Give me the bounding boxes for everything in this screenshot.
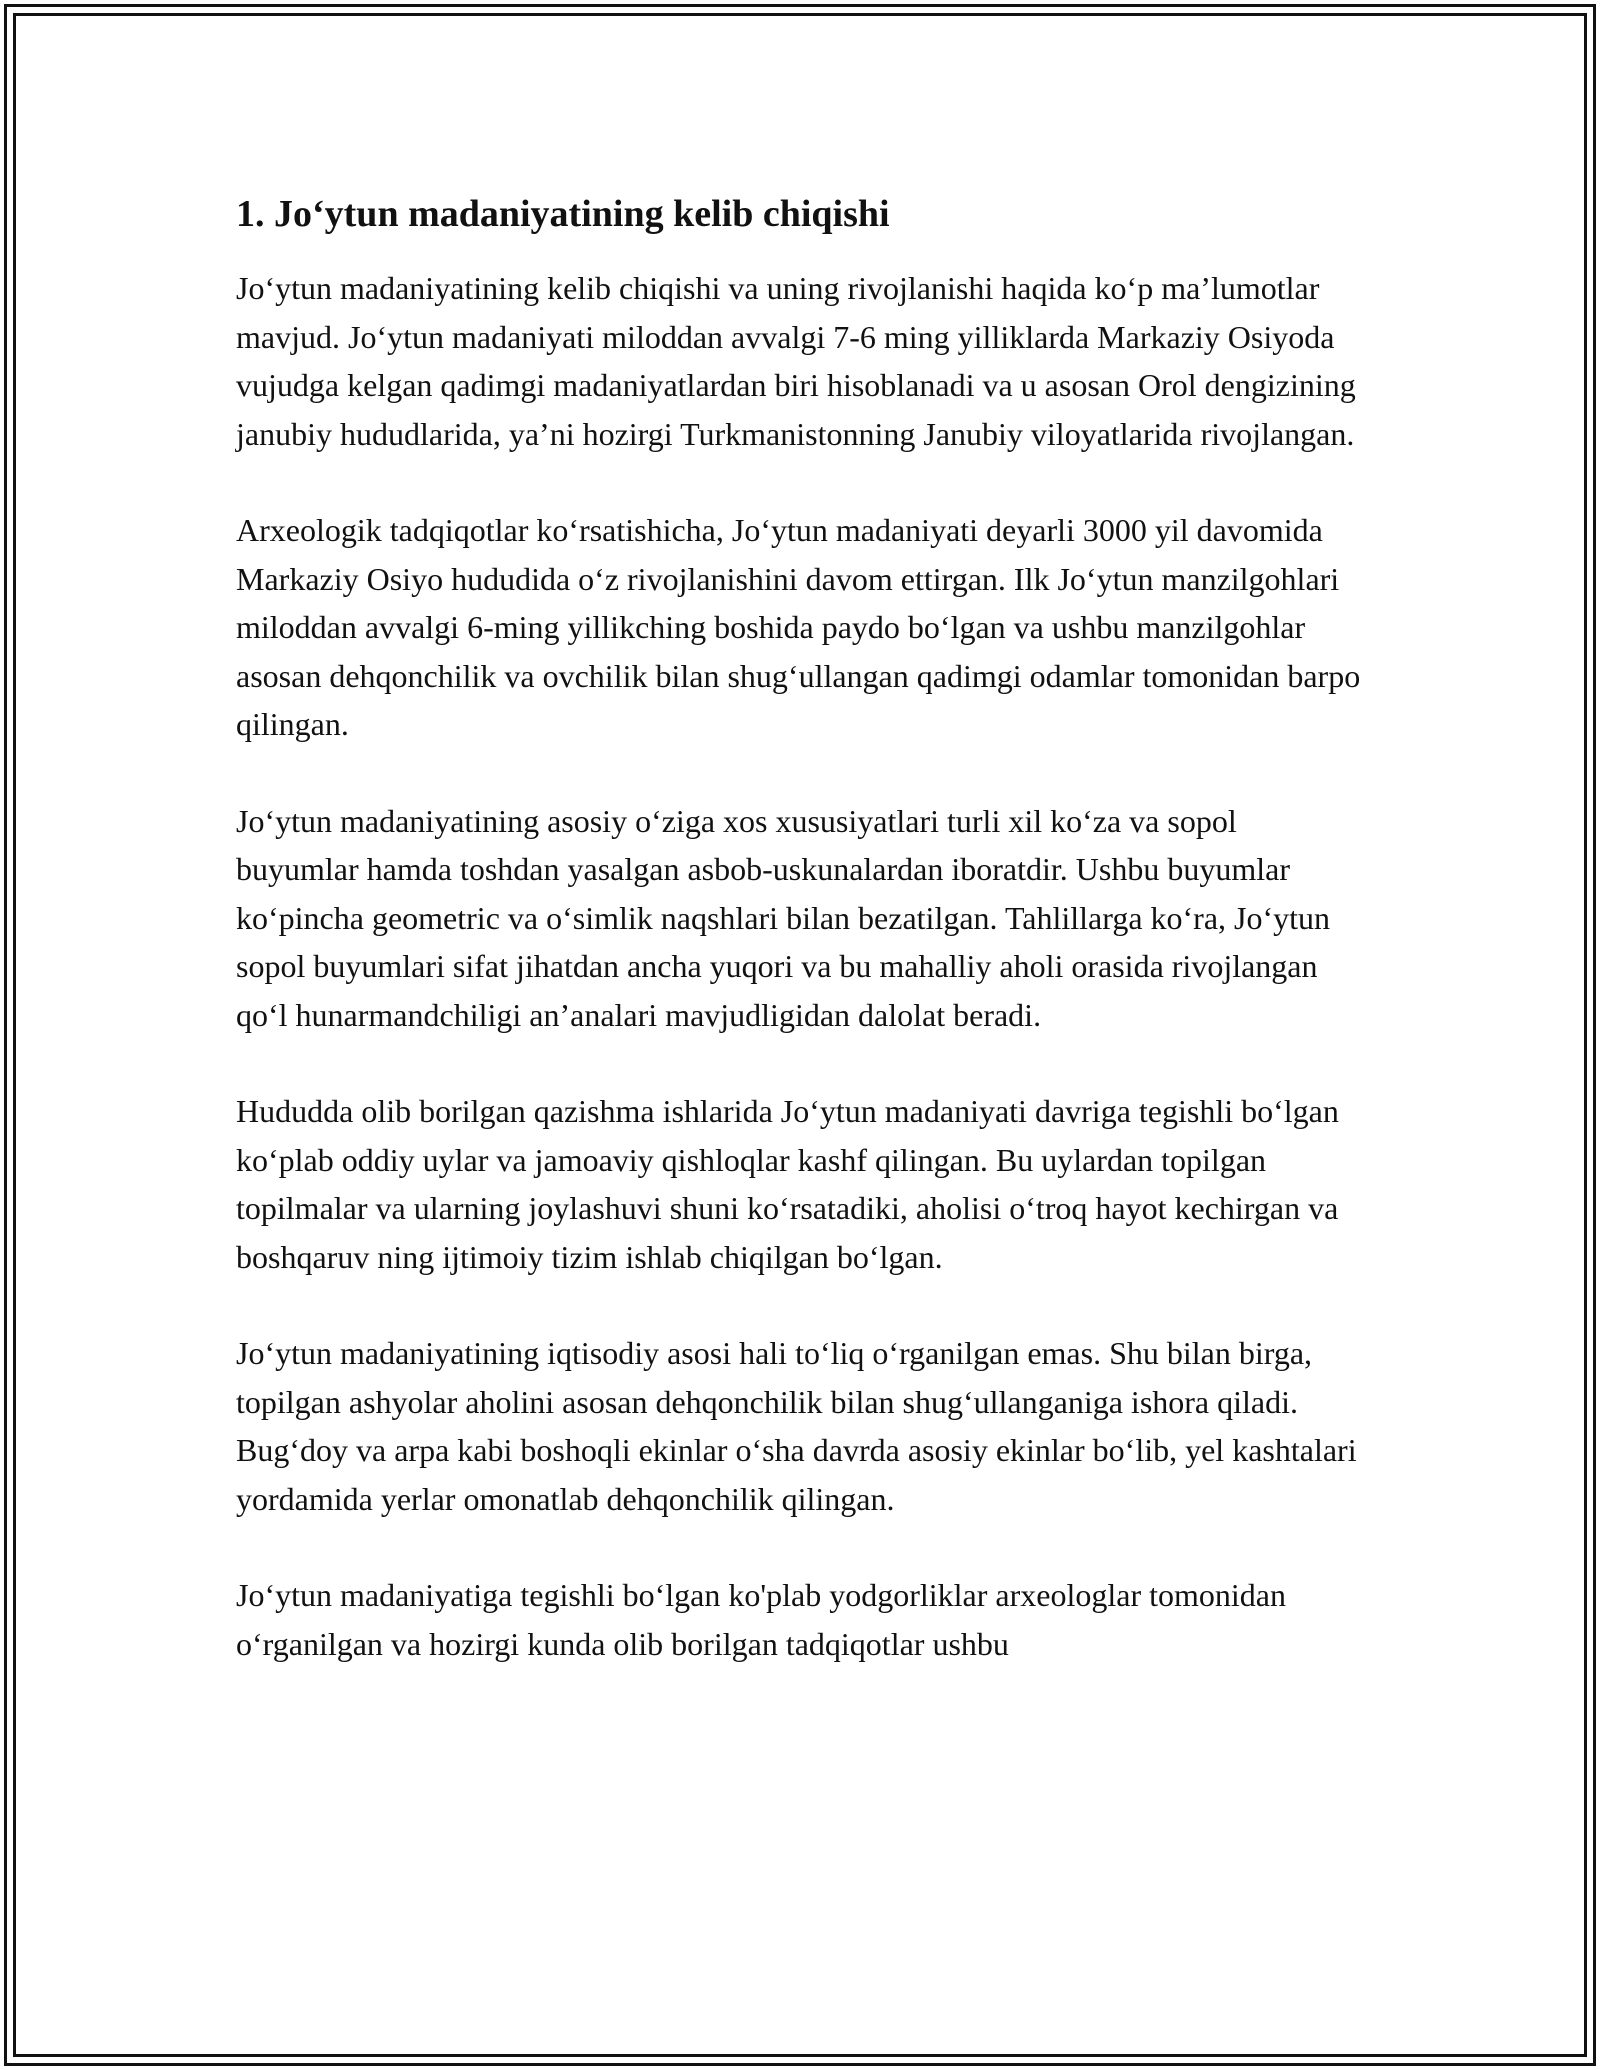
paragraph-4: Hududda olib borilgan qazishma ishlarida Jo‘ytun madaniyati davriga tegishli bo‘lgan ko‘plab oddiy uylar va jamoaviy qishloqlar kashf qilingan. Bu uylardan topilgan topilmalar va ularning joylashuvi shuni ko‘rsatadiki, aholisi o‘troq hayot kechirgan va boshqaruv ning ijtimoiy tizim ishlab chiqilgan bo‘lgan. [236, 1093, 1339, 1275]
paragraph-6: Jo‘ytun madaniyatiga tegishli bo‘lgan ko'plab yodgorliklar arxeologlar tomonidan o‘rganilgan va hozirgi kunda olib borilgan tadqiqotlar ushbu [236, 1577, 1286, 1662]
paragraph-1: Jo‘ytun madaniyatining kelib chiqishi va uning rivojlanishi haqida ko‘p ma’lumotlar mavjud. Jo‘ytun madaniyati miloddan avvalgi 7-6 ming yilliklarda Markaziy Osiyoda vujudga kelgan qadimgi madaniyatlardan biri hisoblanadi va u asosan Orol dengizining janubiy hududlarida, ya’ni hozirgi Turkmanistonning Janubiy viloyatlarida rivojlangan. [236, 270, 1356, 452]
paragraph-5: Jo‘ytun madaniyatining iqtisodiy asosi hali to‘liq o‘rganilgan emas. Shu bilan birga, topilgan ashyolar aholini asosan dehqonchilik bilan shug‘ullanganiga ishora qiladi. Bug‘doy va arpa kabi boshoqli ekinlar o‘sha davrda asosiy ekinlar bo‘lib, yel kashtalari yordamida yerlar omonatlab dehqonchilik qilingan. [236, 1335, 1357, 1517]
section-heading: 1. Jo‘ytun madaniyatining kelib chiqishi [236, 193, 890, 235]
document-body [236, 186, 1366, 1716]
paragraph-2: Arxeologik tadqiqotlar ko‘rsatishicha, Jo‘ytun madaniyati deyarli 3000 yil davomida Markaziy Osiyo hududida o‘z rivojlanishini davom ettirgan. Ilk Jo‘ytun manzilgohlari miloddan avvalgi 6-ming yillikching boshida paydo bo‘lgan va ushbu manzilgohlar asosan dehqonchilik va ovchilik bilan shug‘ullangan qadimgi odamlar tomonidan barpo qilingan. [236, 512, 1361, 742]
paragraph-3: Jo‘ytun madaniyatining asosiy o‘ziga xos xususiyatlari turli xil ko‘za va sopol buyumlar hamda toshdan yasalgan asbob-uskunalardan iboratdir. Ushbu buyumlar ko‘pincha geometric va o‘simlik naqshlari bilan bezatilgan. Tahlillarga ko‘ra, Jo‘ytun sopol buyumlari sifat jihatdan ancha yuqori va bu mahalliy aholi orasida rivojlangan qo‘l hunarmandchiligi an’analari mavjudligidan dalolat beradi. [236, 802, 1331, 1033]
